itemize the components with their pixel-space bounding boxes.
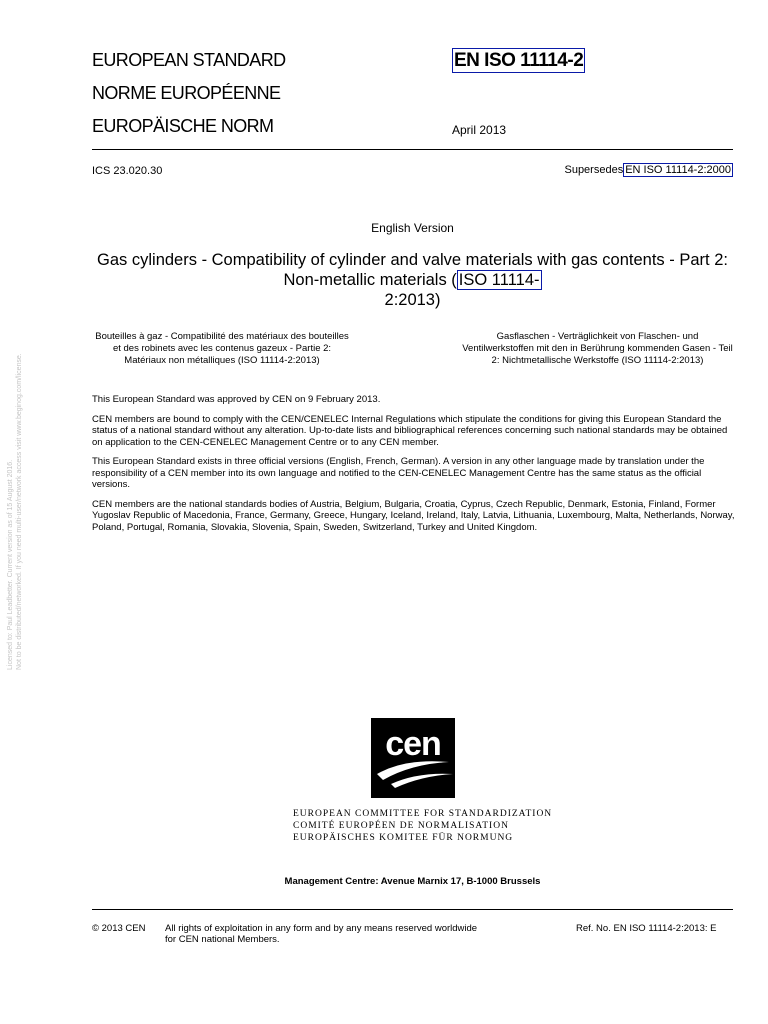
committee-en: EUROPEAN COMMITTEE FOR STANDARDIZATION bbox=[293, 809, 553, 819]
paragraph-compliance: CEN members are bound to comply with the CEN/CENELEC Internal Regulations which stipulate the conditions for giving this European Standard the status of a national standard without any alteration. Up-to-date lists and bibliographical references concerning such national standards may be obtained on application to the CEN-CENELEC Management Centre or to any CEN member. bbox=[92, 413, 728, 448]
watermark-line-2: Not to be distributed/networked. If you need multi-user/network access visit www.beginog.com/license. bbox=[16, 353, 23, 670]
title-text-end: 2:2013) bbox=[384, 291, 441, 309]
committee-fr: COMITÉ EUROPÉEN DE NORMALISATION bbox=[293, 821, 509, 831]
license-watermark bbox=[6, 310, 24, 670]
footer-reference: Ref. No. EN ISO 11114-2:2013: E bbox=[576, 923, 717, 934]
cen-logo-graphic bbox=[371, 718, 455, 798]
iso-reference-link[interactable]: ISO 11114- bbox=[458, 271, 540, 289]
committee-de: EUROPÄISCHES KOMITEE FÜR NORMUNG bbox=[293, 833, 514, 843]
cen-logo bbox=[371, 718, 455, 798]
header-title-de: EUROPÄISCHE NORM bbox=[92, 116, 274, 136]
paragraph-approval: This European Standard was approved by CEN on 9 February 2013. bbox=[92, 394, 381, 405]
header-title-fr: NORME EUROPÉENNE bbox=[92, 83, 281, 103]
supersedes-line bbox=[564, 164, 733, 176]
header-title-en: EUROPEAN STANDARD bbox=[92, 50, 286, 70]
paragraph-members: CEN members are the national standards bodies of Austria, Belgium, Bulgaria, Croatia, Cyprus, Czech Republic, Denmark, Estonia, Finland, Former Yugoslav Republic of Macedonia, France, Germany, Greece, Hungary, Iceland, Ireland, Italy, Latvia, Lithuania, Luxembourg, Malta, Netherlands, Norway, Poland, Portugal, Romania, Slovakia, Slovenia, Spain, Sweden, Switzerland, Turkey and United Kingdom. bbox=[92, 498, 735, 533]
footer-divider bbox=[92, 909, 733, 910]
title-french: Bouteilles à gaz - Compatibilité des matériaux des bouteilles et des robinets avec les contenus gazeux - Partie 2: Matériaux non métalliques (ISO 11114-2:2013) bbox=[95, 331, 349, 366]
version-label: English Version bbox=[371, 221, 454, 235]
management-centre-address: Management Centre: Avenue Marnix 17, B-1000 Brussels bbox=[284, 876, 541, 887]
ics-code: ICS 23.020.30 bbox=[92, 165, 163, 177]
cen-logo-text: cen bbox=[385, 725, 441, 763]
footer-copyright: © 2013 CEN bbox=[92, 923, 146, 934]
watermark-line-1: Licensed to: Paul Leadbetter. Current version as of 15 August 2016. bbox=[7, 459, 14, 670]
cen-committee-names bbox=[293, 808, 552, 844]
standard-number-link[interactable]: EN ISO 11114-2 bbox=[454, 50, 584, 71]
title-text: Gas cylinders - Compatibility of cylinder and valve materials with gas contents - Part 2: Non-metallic materials ( bbox=[97, 251, 728, 289]
title-german: Gasflaschen - Verträglichkeit von Flaschen- und Ventilwerkstoffen mit den in Berührung kommenden Gasen - Teil 2: Nichtmetallische Werkstoffe (ISO 11114-2:2013) bbox=[462, 331, 733, 366]
supersedes-label: Supersedes bbox=[564, 164, 624, 176]
header-divider bbox=[92, 149, 733, 150]
document-title bbox=[92, 250, 733, 310]
footer-rights: All rights of exploitation in any form and by any means reserved worldwide for CEN national Members. bbox=[165, 923, 478, 945]
paragraph-versions: This European Standard exists in three official versions (English, French, German). A version in any other language made by translation under the responsibility of a CEN member into its own language and notified to the CEN-CENELEC Management Centre has the same status as the official versions. bbox=[92, 456, 705, 490]
supersedes-link[interactable]: EN ISO 11114-2:2000 bbox=[625, 164, 731, 176]
publication-date: April 2013 bbox=[452, 123, 507, 137]
body-text bbox=[92, 394, 737, 541]
